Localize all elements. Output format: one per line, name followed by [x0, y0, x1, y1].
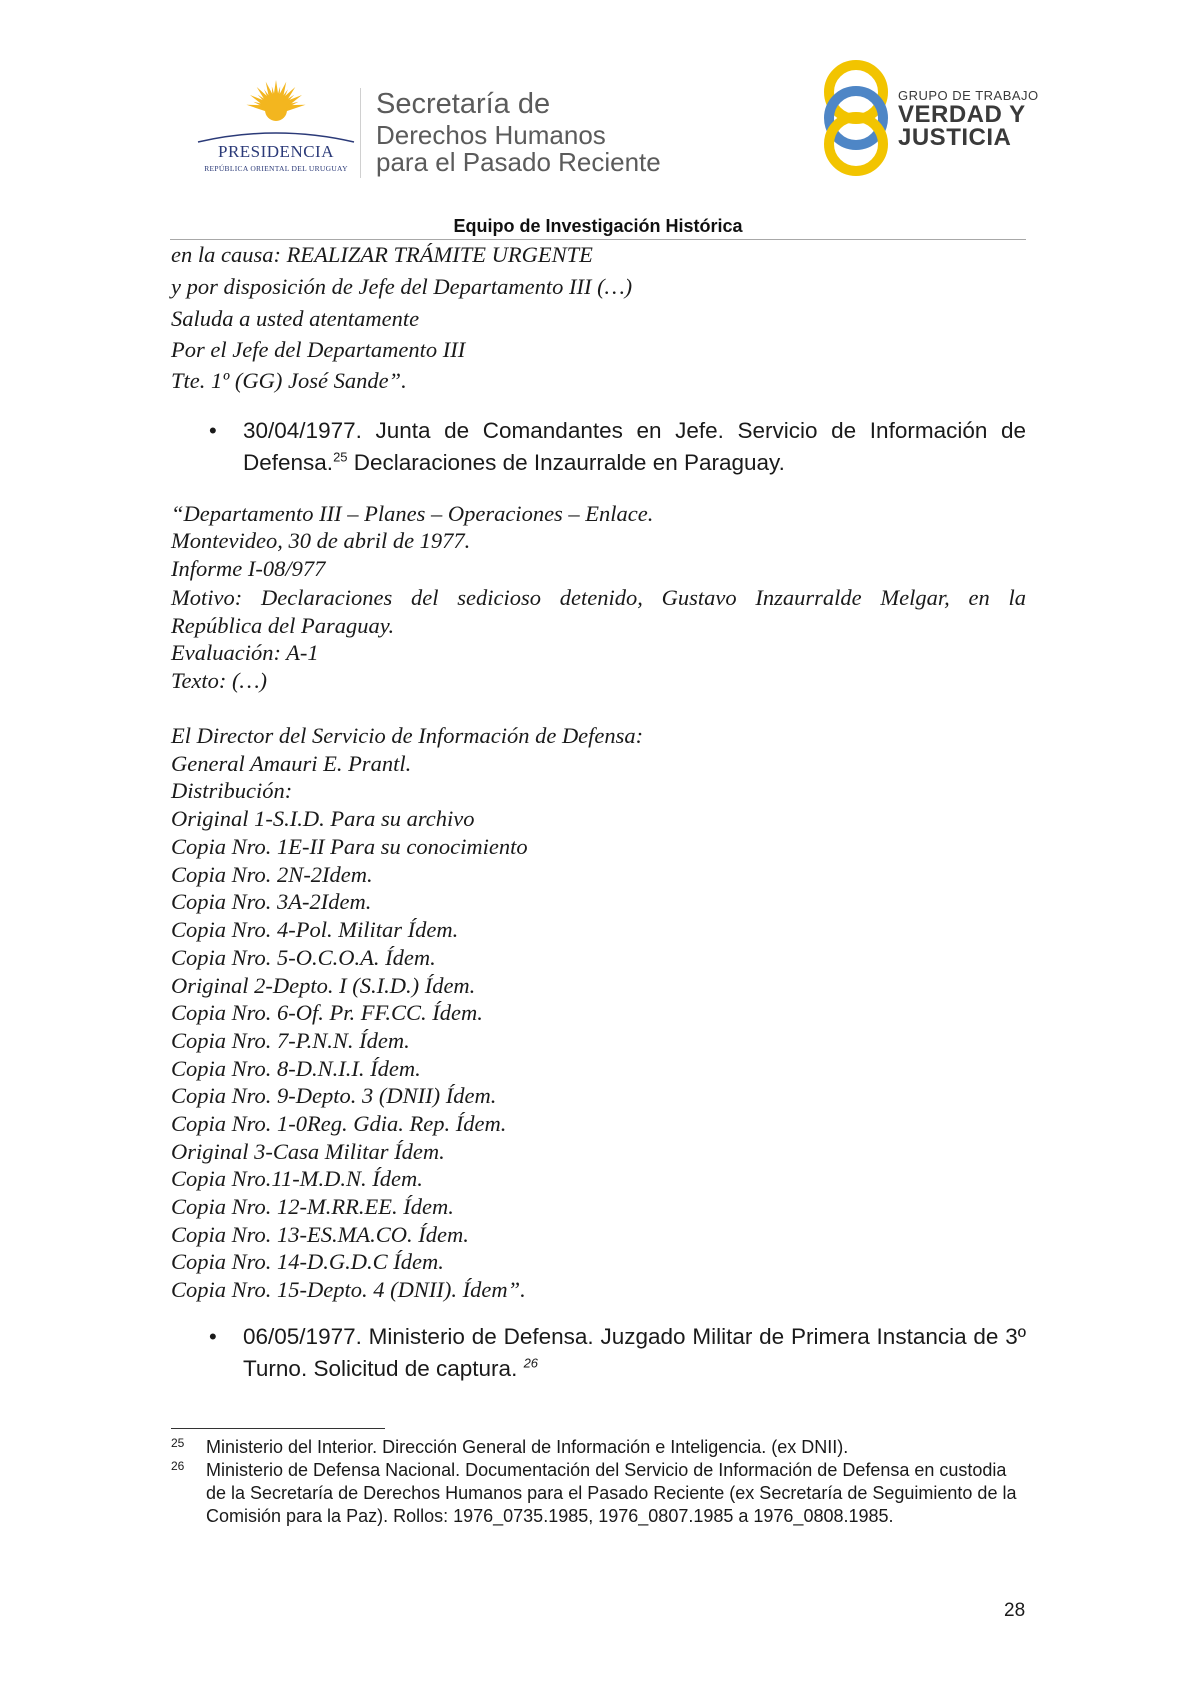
header-divider [360, 88, 361, 178]
quote-line: y por disposición de Jefe del Departamento III (…) [171, 274, 633, 299]
quote-line: Montevideo, 30 de abril de 1977. [171, 528, 471, 553]
distribution-item: Copia Nro. 13-ES.MA.CO. Ídem. [171, 1222, 469, 1247]
footnote-text: Ministerio del Interior. Dirección General de Información e Inteligencia. (ex DNII). [206, 1437, 849, 1457]
quote-line: General Amauri E. Prantl. [171, 751, 412, 776]
bullet-marker: • [209, 1324, 217, 1349]
footnote-number: 26 [171, 1459, 185, 1473]
bullet-text: 30/04/1977. Junta de Comandantes en Jefe. Servicio de Información de Defensa. [243, 418, 1026, 475]
quote-line: Por el Jefe del Departamento III [171, 337, 466, 362]
bullet-text: Declaraciones de Inzaurralde en Paraguay. [347, 450, 785, 475]
quote-line: Evaluación: A-1 [171, 640, 319, 665]
distribution-item: Copia Nro. 15-Depto. 4 (DNII). Ídem”. [171, 1277, 526, 1302]
quote-line: Motivo: Declaraciones del sedicioso detenido, Gustavo Inzaurralde Melgar, en la [171, 585, 1026, 610]
distribution-item: Copia Nro. 3A-2Idem. [171, 889, 372, 914]
distribution-item: Copia Nro. 8-D.N.I.I. Ídem. [171, 1056, 421, 1081]
distribution-item: Copia Nro. 14-D.G.D.C Ídem. [171, 1249, 444, 1274]
quote-line: “Departamento III – Planes – Operaciones – Enlace. [171, 501, 654, 526]
distribution-item: Copia Nro. 1E-II Para su conocimiento [171, 834, 528, 859]
bullet-item [243, 1321, 1026, 1385]
footnote-text: Ministerio de Defensa Nacional. Documentación del Servicio de Información de Defensa en custodia de la Secretaría de Derechos Humanos para el Pasado Reciente (ex Secretaría de Seguimiento de la Comisión para la Paz). Rollos: 1976_0735.1985, 1976_0807.1985 a 1976_0808.1985. [206, 1460, 1017, 1526]
presidencia-subtitle: REPÚBLICA ORIENTAL DEL URUGUAY [204, 164, 348, 173]
verdad-label: VERDAD Y [898, 101, 1026, 128]
distribution-item: Copia Nro.11-M.D.N. Ídem. [171, 1166, 423, 1191]
quote-line: República del Paraguay. [171, 613, 395, 638]
distribution-item: Copia Nro. 6-Of. Pr. FF.CC. Ídem. [171, 1000, 483, 1025]
footnote-number: 25 [171, 1436, 185, 1450]
bullet-marker: • [209, 418, 217, 443]
quote-line: Texto: (…) [171, 668, 268, 693]
footnote-ref[interactable]: 26 [523, 1355, 539, 1371]
header-rule [170, 239, 1026, 240]
bullet-item [243, 415, 1026, 479]
presidencia-wordmark: PRESIDENCIA [217, 142, 334, 161]
distribution-item: Copia Nro. 2N-2Idem. [171, 862, 373, 887]
distribution-item: Copia Nro. 5-O.C.O.A. Ídem. [171, 945, 436, 970]
verdad-justicia-rings-logo [820, 56, 910, 181]
quote-line: El Director del Servicio de Información de Defensa: [171, 723, 644, 748]
distribution-item: Original 2-Depto. I (S.I.D.) Ídem. [171, 973, 476, 998]
distribution-item: Copia Nro. 4-Pol. Militar Ídem. [171, 917, 459, 942]
quote-line: Distribución: [171, 778, 293, 803]
grupo-trabajo-label: GRUPO DE TRABAJO [898, 88, 1039, 103]
distribution-item: Copia Nro. 9-Depto. 3 (DNII) Ídem. [171, 1083, 497, 1108]
distribution-item: Original 1-S.I.D. Para su archivo [171, 806, 475, 831]
distribution-item: Copia Nro. 12-M.RR.EE. Ídem. [171, 1194, 454, 1219]
secretaria-line-3: para el Pasado Reciente [376, 147, 661, 177]
secretaria-line-2: Derechos Humanos [376, 120, 606, 150]
justicia-label: JUSTICIA [898, 124, 1012, 151]
footnote-separator [171, 1428, 385, 1429]
page-number: 28 [1004, 1600, 1026, 1621]
distribution-item: Original 3-Casa Militar Ídem. [171, 1139, 445, 1164]
bullet-text: 06/05/1977. Ministerio de Defensa. Juzgado Militar de Primera Instancia de 3º Turno. Solicitud de captura. [243, 1324, 1026, 1381]
quote-line: Tte. 1º (GG) José Sande”. [171, 368, 407, 393]
secretaria-line-1: Secretaría de [376, 88, 551, 120]
quote-line: Saluda a usted atentamente [171, 306, 420, 331]
distribution-item: Copia Nro. 1-0Reg. Gdia. Rep. Ídem. [171, 1111, 507, 1136]
quote-line: Informe I-08/977 [171, 556, 326, 581]
team-heading: Equipo de Investigación Histórica [453, 216, 743, 236]
quote-paragraph [171, 584, 1026, 640]
quote-line: en la causa: REALIZAR TRÁMITE URGENTE [171, 242, 593, 267]
footnote-ref[interactable]: 25 [333, 449, 348, 465]
distribution-item: Copia Nro. 7-P.N.N. Ídem. [171, 1028, 410, 1053]
